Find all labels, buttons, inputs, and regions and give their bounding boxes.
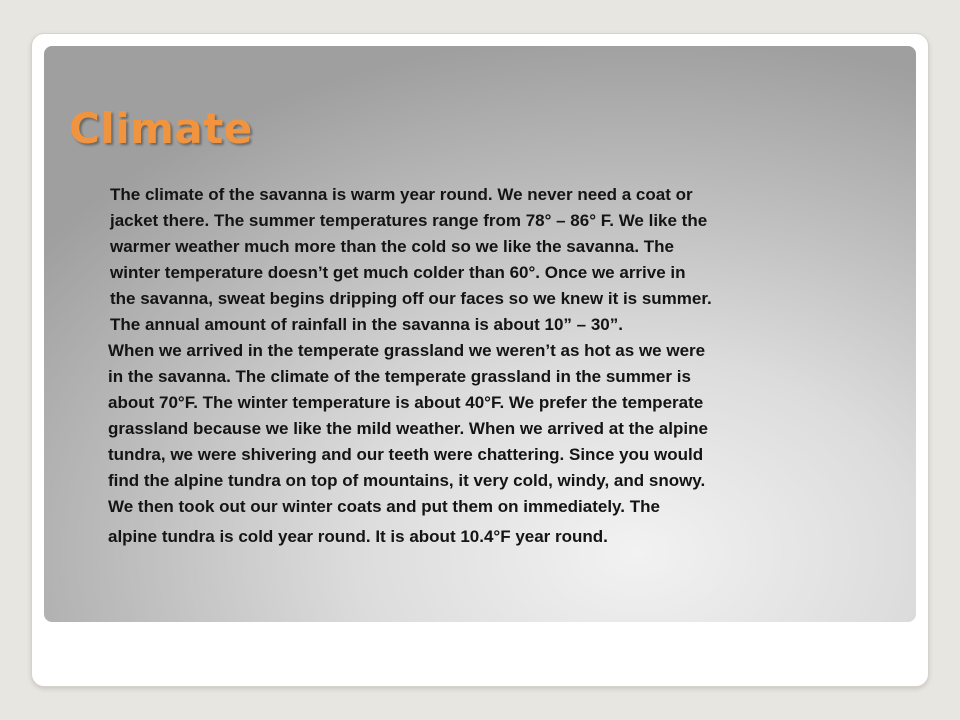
body-line: the savanna, sweat begins dripping off our faces so we knew it is summer. xyxy=(110,289,712,308)
body-line: When we arrived in the temperate grassland we weren’t as hot as we were xyxy=(108,341,706,360)
body-line: The annual amount of rainfall in the savanna is about 10” – 30”. xyxy=(110,315,623,334)
body-line: We then took out our winter coats and put them on immediately. The xyxy=(108,497,660,516)
body-line: winter temperature doesn’t get much colder than 60°. Once we arrive in xyxy=(110,263,686,282)
slide-body-text xyxy=(108,182,868,550)
body-line: alpine tundra is cold year round. It is about 10.4°F year round. xyxy=(108,527,608,546)
body-line: in the savanna. The climate of the temperate grassland in the summer is xyxy=(108,367,691,386)
slide-frame xyxy=(32,34,928,686)
body-line: find the alpine tundra on top of mountains, it very cold, windy, and snowy. xyxy=(108,471,706,490)
slide-content-panel xyxy=(44,46,916,622)
body-line: The climate of the savanna is warm year round. We never need a coat or xyxy=(110,185,693,204)
body-line: grassland because we like the mild weather. When we arrived at the alpine xyxy=(108,419,708,438)
body-line: about 70°F. The winter temperature is about 40°F. We prefer the temperate xyxy=(108,393,704,412)
body-line: tundra, we were shivering and our teeth were chattering. Since you would xyxy=(108,445,704,464)
slide-title: Climate xyxy=(69,104,253,153)
body-line: warmer weather much more than the cold so we like the savanna. The xyxy=(110,237,675,256)
body-line: jacket there. The summer temperatures range from 78° – 86° F. We like the xyxy=(110,211,708,230)
